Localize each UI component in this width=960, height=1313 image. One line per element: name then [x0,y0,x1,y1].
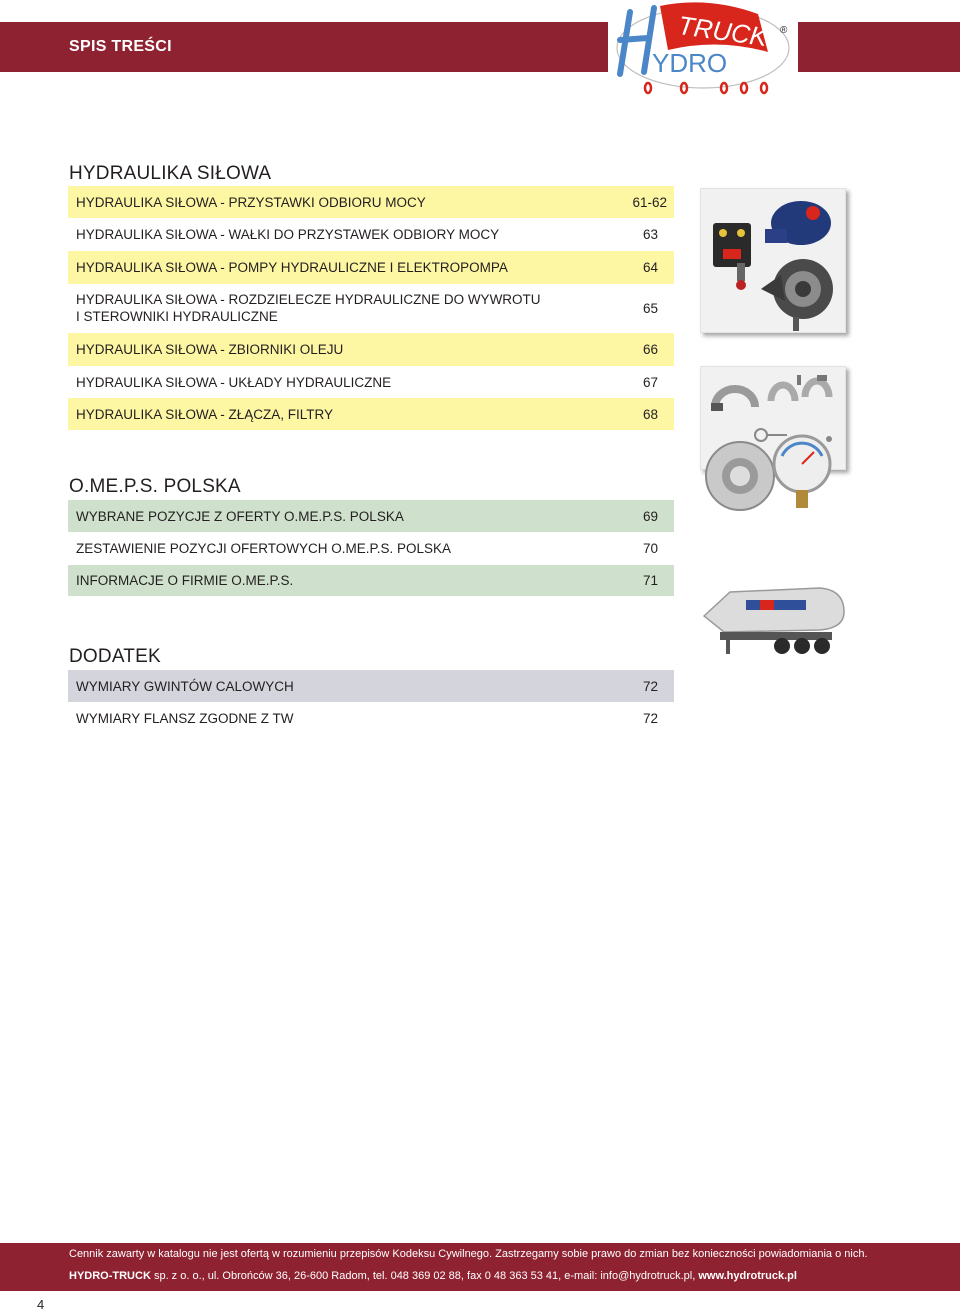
toc-row-page: 64 [642,260,658,275]
footer-website-link[interactable]: www.hydrotruck.pl [698,1270,797,1282]
toc-row[interactable] [68,702,674,734]
toc-row[interactable] [68,532,674,565]
toc-row[interactable] [68,218,674,251]
toc-row-label: WYMIARY FLANSZ ZGODNE Z TW [76,710,294,726]
toc-row-page: 69 [642,508,658,524]
section-title-dodatek: DODATEK [69,646,161,667]
toc-row[interactable] [68,565,674,596]
image-flange-gauge [700,426,846,516]
toc-row-page: 67 [642,374,658,390]
toc-row[interactable] [68,333,674,366]
footer-company: HYDRO-TRUCK [69,1270,151,1282]
toc-row-label: HYDRAULIKA SIŁOWA - PRZYSTAWKI ODBIORU MOCY [76,194,426,210]
toc-row[interactable] [68,398,674,430]
flange-gauge-icon [700,426,846,516]
toc-row[interactable] [68,284,674,333]
toc-row-label-line1: HYDRAULIKA SIŁOWA - ROZDZIELECZE HYDRAULICZNE DO WYWROTU [76,292,541,307]
footer-address: sp. z o. o., ul. Obrońców 36, 26-600 Radom, tel. 048 369 02 88, fax 0 48 363 53 41, e-mail: info@hydrotruck.pl, [150,1270,699,1282]
toc-row-page: 63 [642,227,658,242]
image-pto-pumps [700,188,846,333]
toc-row[interactable] [68,186,674,218]
hydraulic-pump-icon [701,189,847,334]
svg-text:®: ® [780,25,788,36]
toc-row-page: 61-62 [632,194,667,210]
hydro-truck-logo [608,0,798,100]
toc-row-label-line2: I STEROWNIKI HYDRAULICZNE [76,309,278,324]
toc-row-label: ZESTAWIENIE POZYCJI OFERTOWYCH O.ME.P.S. POLSKA [76,541,452,556]
toc-row-label: INFORMACJE O FIRMIE O.ME.P.S. [76,573,294,588]
hydro-truck-logo-icon [608,0,798,100]
toc-row-label: HYDRAULIKA SIŁOWA - UKŁADY HYDRAULICZNE [76,374,392,390]
toc-row-page: 68 [642,406,658,422]
toc-row-label: WYMIARY GWINTÓW CALOWYCH [76,678,294,694]
toc-row-label [76,291,541,325]
image-tank-trailer [700,570,846,666]
toc-row-page: 71 [642,573,658,588]
toc-row-page: 65 [642,301,658,316]
toc-row[interactable] [68,500,674,532]
svg-text:YDRO: YDRO [652,48,728,78]
toc-row-label: HYDRAULIKA SIŁOWA - ZBIORNIKI OLEJU [76,342,344,357]
toc-row[interactable] [68,366,674,398]
section-title-hydraulika: HYDRAULIKA SIŁOWA [69,163,272,184]
footer-contact [69,1270,797,1282]
svg-text:TRUCK: TRUCK [676,9,770,53]
toc-row-page: 66 [642,342,658,357]
page-title: SPIS TREŚCI [69,38,172,55]
toc-row-page: 72 [642,678,658,694]
footer-disclaimer: Cennik zawarty w katalogu nie jest ofertą w rozumieniu przepisów Kodeksu Cywilnego. Zastrzegamy sobie prawo do zmian bez konieczności powiadomiania o nich. [69,1248,868,1260]
toc-row-page: 72 [642,710,658,726]
toc-row-page: 70 [642,541,658,556]
toc-row-label: WYBRANE POZYCJE Z OFERTY O.ME.P.S. POLSKA [76,508,404,524]
tank-trailer-icon [700,570,846,666]
page-number: 4 [37,1297,45,1312]
section-title-omeps: O.ME.P.S. POLSKA [69,476,241,497]
toc-row[interactable] [68,670,674,702]
toc-row[interactable] [68,251,674,284]
toc-row-label: HYDRAULIKA SIŁOWA - WAŁKI DO PRZYSTAWEK ODBIORY MOCY [76,227,500,242]
toc-row-label: HYDRAULIKA SIŁOWA - ZŁĄCZA, FILTRY [76,406,334,422]
toc-row-label: HYDRAULIKA SIŁOWA - POMPY HYDRAULICZNE I ELEKTROPOMPA [76,260,508,275]
